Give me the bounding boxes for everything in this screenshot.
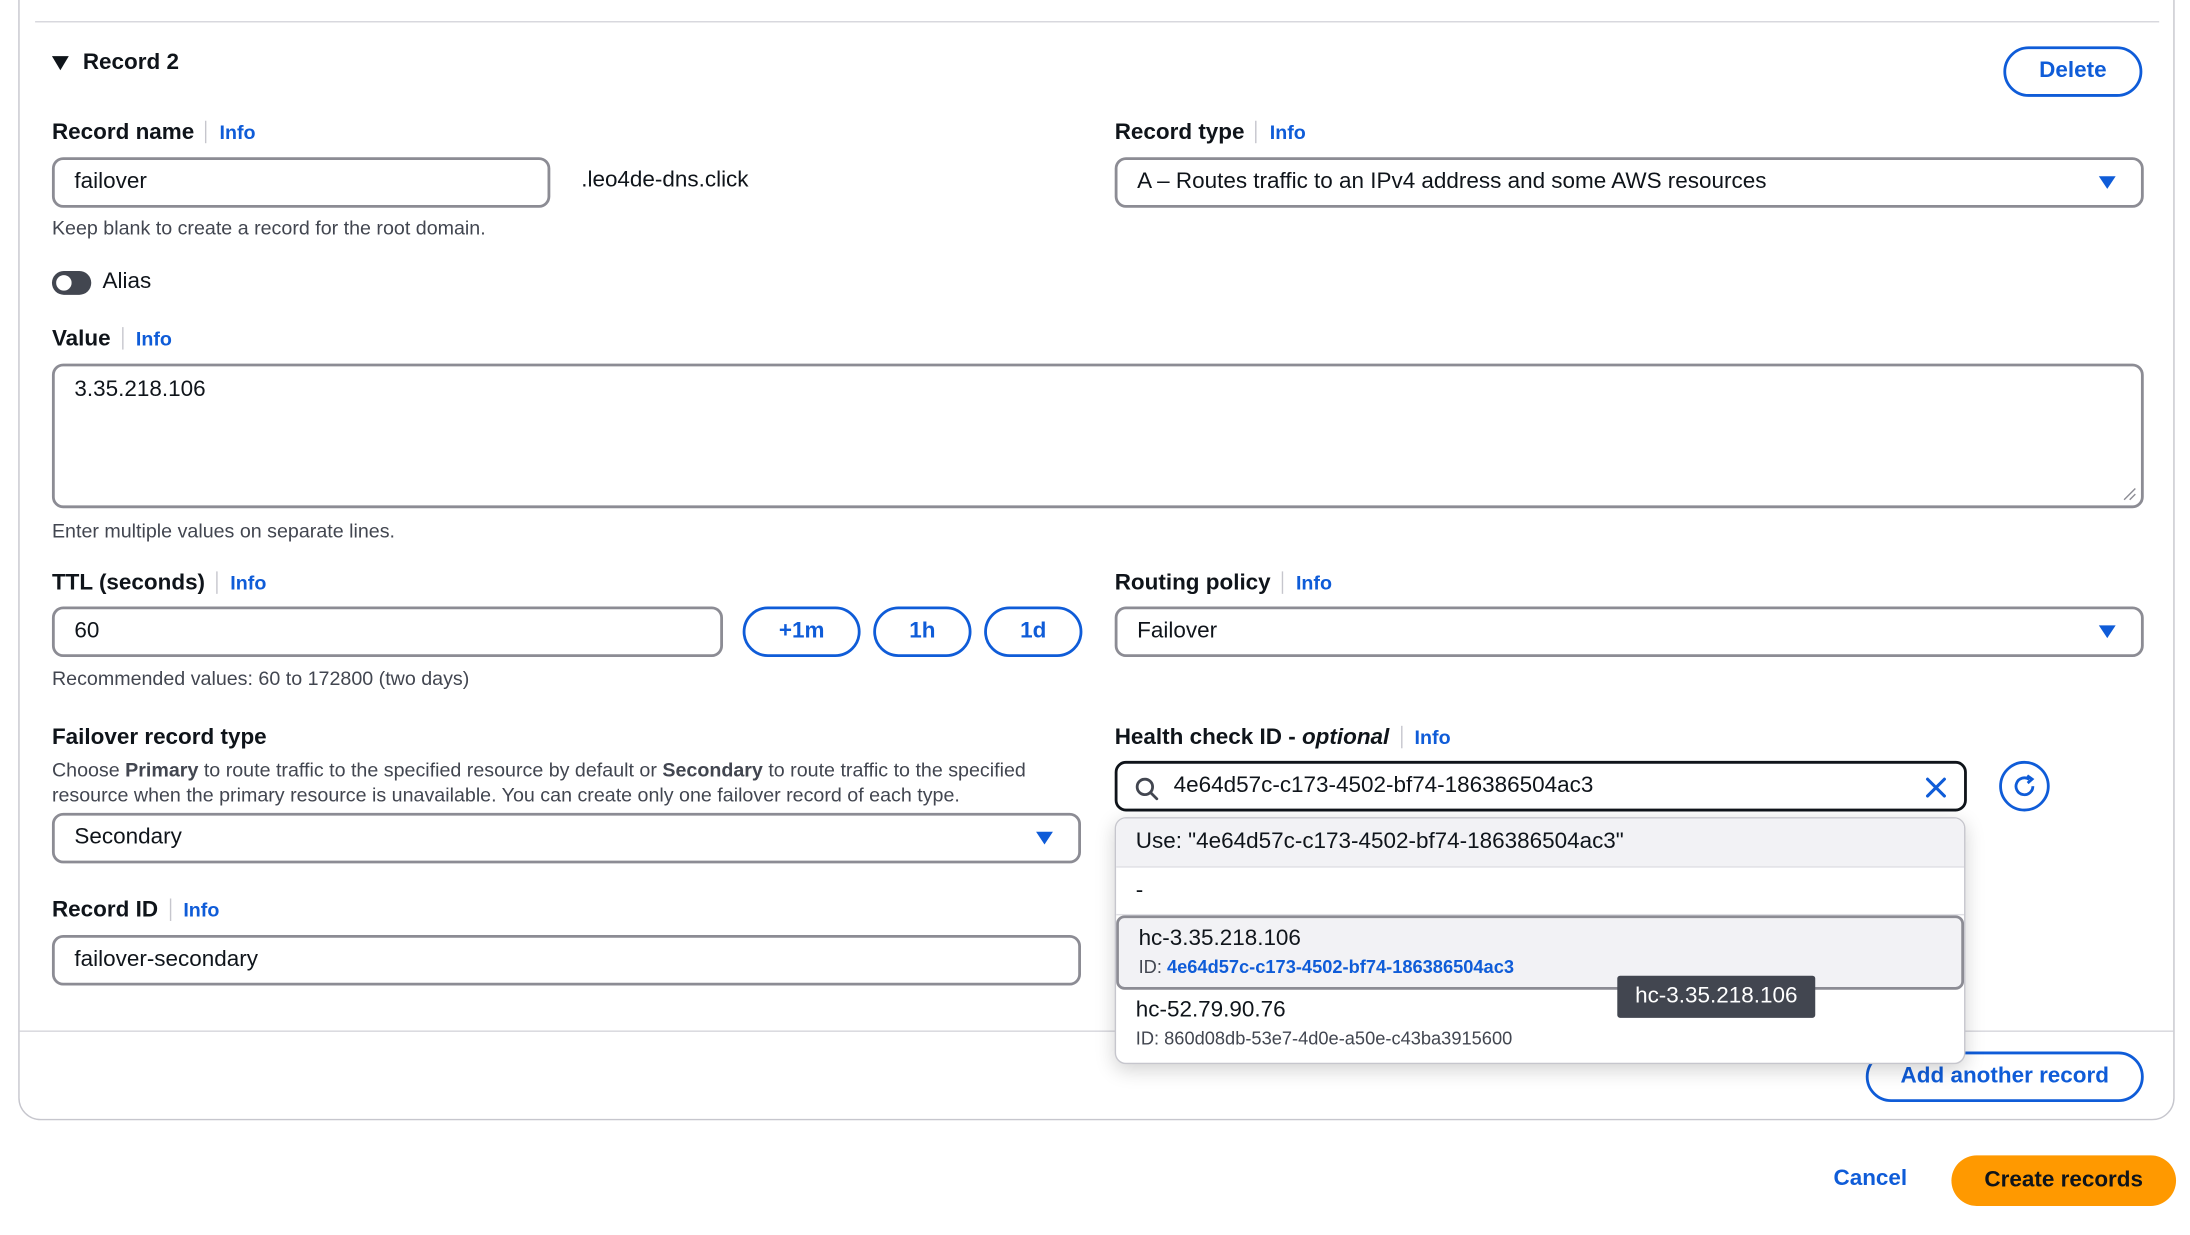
alias-label: Alias [102, 269, 152, 294]
health-check-value: 4e64d57c-c173-4502-bf74-186386504ac3 [1173, 773, 1594, 798]
record-title: Record 2 [82, 50, 179, 75]
ttl-label-row [52, 571, 266, 596]
routing-policy-label-row [1115, 571, 1332, 596]
health-check-dropdown [1115, 817, 1966, 1064]
option-tooltip: hc-3.35.218.106 [1617, 976, 1815, 1018]
record-name-input[interactable] [52, 157, 550, 208]
desc-mid: to route traffic to the specified resource by default or [198, 758, 663, 781]
caret-down-icon [2099, 176, 2116, 189]
record-id-info-link[interactable]: Info [169, 898, 219, 920]
dropdown-option-none[interactable] [1116, 868, 1964, 916]
option-hc1-id: 4e64d57c-c173-4502-bf74-186386504ac3 [1166, 956, 1515, 978]
caret-down-icon [2099, 625, 2116, 638]
record-expand-toggle[interactable] [52, 51, 179, 76]
record-name-label: Record name [51, 120, 195, 145]
record-type-info-link[interactable]: Info [1256, 121, 1306, 143]
desc-post: to route traffic to the specified resource when the primary resource is unavailable. You can create only one failover record of each type. [51, 758, 1026, 806]
record-type-select[interactable] [1115, 157, 2144, 208]
ttl-info-link[interactable]: Info [216, 571, 266, 593]
alias-toggle[interactable] [52, 271, 91, 295]
ttl-1h-button[interactable]: 1h [873, 606, 971, 657]
health-check-label-row [1115, 726, 1451, 751]
record-name-hint: Keep blank to create a record for the root domain. [51, 216, 486, 239]
ttl-value: 60 [74, 619, 100, 643]
create-records-button[interactable]: Create records [1951, 1155, 2176, 1206]
record-type-label: Record type [1114, 120, 1245, 145]
option-hc2-id: ID: 860d08db-53e7-4d0e-a50e-c43ba3915600 [1135, 1027, 1513, 1049]
option-none-label: - [1135, 878, 1144, 903]
value-label-row [52, 327, 172, 352]
caret-down-icon [52, 56, 69, 70]
dropdown-option-hc2[interactable] [1116, 990, 1964, 1064]
health-check-search-input[interactable] [1115, 761, 1967, 812]
record-type-label-row [1115, 121, 1306, 146]
routing-policy-select[interactable] [1115, 606, 2144, 657]
search-icon [1134, 776, 1159, 801]
routing-policy-value: Failover [1137, 619, 1218, 643]
dropdown-option-use[interactable] [1116, 818, 1964, 867]
ttl-hint: Recommended values: 60 to 172800 (two days) [51, 666, 470, 690]
ttl-input[interactable] [52, 606, 723, 657]
resize-handle-icon[interactable] [2123, 487, 2137, 501]
option-hc2-name: hc-52.79.90.76 [1135, 998, 1286, 1023]
ttl-1m-button[interactable]: +1m [743, 606, 861, 657]
divider [35, 21, 2159, 22]
refresh-icon [2010, 772, 2038, 800]
failover-type-description [52, 757, 1077, 808]
option-use-label: Use: "4e64d57c-c173-4502-bf74-186386504ac3" [1135, 829, 1624, 854]
option-hc1-id-row [1139, 956, 1962, 977]
value-textarea[interactable] [52, 364, 2144, 509]
routing-policy-info-link[interactable]: Info [1282, 571, 1332, 593]
ttl-1d-button[interactable]: 1d [984, 606, 1082, 657]
desc-pre: Choose [51, 758, 126, 781]
option-hc1-name: hc-3.35.218.106 [1138, 926, 1301, 951]
health-check-optional: optional [1301, 725, 1390, 750]
record-id-label-row [52, 898, 219, 923]
record-name-label-row [52, 121, 256, 146]
health-check-label: Health check ID - [1114, 725, 1302, 750]
record-id-input[interactable] [52, 935, 1081, 986]
failover-type-select[interactable] [52, 813, 1081, 864]
domain-suffix: .leo4de-dns.click [581, 168, 749, 193]
failover-type-value: Secondary [74, 825, 182, 850]
toggle-knob [56, 275, 71, 290]
refresh-button[interactable] [1999, 761, 2050, 812]
option-hc1-id-prefix: ID: [1138, 956, 1167, 978]
value-label: Value [51, 327, 111, 351]
dropdown-option-hc1[interactable] [1116, 915, 1964, 989]
value-info-link[interactable]: Info [122, 327, 172, 349]
clear-icon[interactable] [1925, 776, 1947, 798]
add-another-record-button[interactable]: Add another record [1866, 1052, 2144, 1103]
caret-down-icon [1036, 832, 1053, 845]
desc-secondary: Secondary [662, 758, 763, 781]
value-text: 3.35.218.106 [74, 377, 206, 402]
record-id-label: Record ID [51, 898, 159, 923]
failover-type-label: Failover record type [51, 725, 267, 750]
record-id-value: failover-secondary [74, 947, 258, 972]
routing-policy-label: Routing policy [1114, 571, 1271, 596]
cancel-button[interactable]: Cancel [1833, 1166, 1908, 1191]
health-check-info-link[interactable]: Info [1401, 726, 1451, 748]
ttl-label: TTL (seconds) [51, 571, 206, 596]
record-type-value: A – Routes traffic to an IPv4 address and some AWS resources [1137, 169, 1767, 194]
desc-primary: Primary [125, 758, 199, 781]
record-name-value: failover [74, 169, 147, 194]
delete-button[interactable]: Delete [2003, 46, 2142, 97]
record-name-info-link[interactable]: Info [205, 121, 255, 143]
value-hint: Enter multiple values on separate lines. [51, 519, 396, 542]
